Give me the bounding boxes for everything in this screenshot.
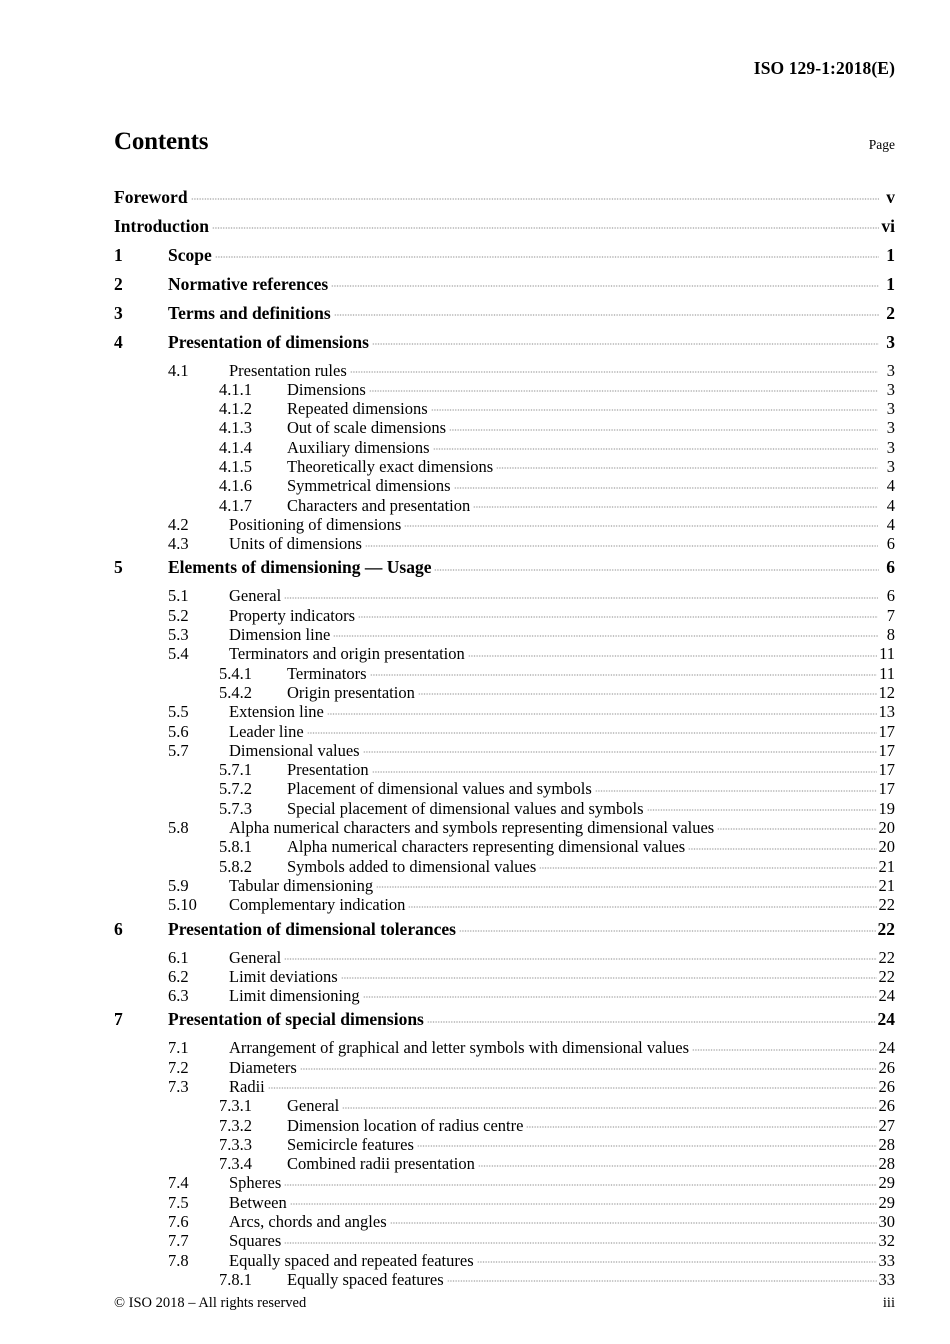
toc-entry-number: 7.1 (168, 1038, 189, 1058)
toc-entry-title: Presentation (287, 760, 369, 780)
toc-entry-title: Origin presentation (287, 682, 415, 702)
toc-entry[interactable] (114, 1076, 895, 1095)
toc-dot-leader (417, 1133, 877, 1150)
toc-entry-title: Arrangement of graphical and letter symbols with dimensional values (229, 1038, 690, 1058)
toc-entry-number: 7.7 (168, 1231, 189, 1251)
toc-entry[interactable] (114, 398, 895, 417)
toc-dot-leader (431, 398, 878, 415)
toc-entry-number: 4.1.1 (219, 379, 252, 399)
toc-entry[interactable] (114, 1095, 895, 1114)
toc-entry-title: Normative references (168, 273, 329, 294)
toc-entry-page-number: 6 (886, 586, 895, 606)
toc-entry[interactable] (114, 624, 895, 643)
toc-entry-title: Semicircle features (287, 1134, 414, 1154)
toc-entry-title: Complementary indication (229, 895, 406, 915)
toc-entry-number: 5.1 (168, 586, 189, 606)
toc-entry-number: 6.3 (168, 986, 189, 1006)
toc-entry[interactable] (114, 1249, 895, 1268)
toc-entry-number: 6 (114, 918, 123, 939)
toc-entry-number: 5.7.2 (219, 779, 252, 799)
toc-entry-page-number: 32 (878, 1231, 895, 1251)
toc-dot-leader (496, 455, 878, 472)
toc-entry-page-number: 21 (878, 856, 895, 876)
toc-entry[interactable] (114, 874, 895, 893)
toc-entry-page-number: 26 (878, 1057, 895, 1077)
toc-dot-leader (433, 436, 878, 453)
toc-entry-number: 4.1.7 (219, 495, 252, 515)
table-of-contents (114, 185, 895, 1288)
toc-entry-page-number: 17 (878, 721, 895, 741)
toc-entry-title: Auxiliary dimensions (287, 437, 430, 457)
toc-dot-leader (342, 1095, 876, 1112)
toc-dot-leader (404, 513, 878, 530)
toc-entry-number: 4 (114, 331, 123, 352)
toc-entry-title: Special placement of dimensional values and symbols (287, 798, 644, 818)
toc-entry-title: Positioning of dimensions (229, 514, 402, 534)
toc-entry-page-number: 17 (878, 740, 895, 760)
toc-entry-number: 4.1.5 (219, 456, 252, 476)
toc-dot-leader (372, 330, 879, 348)
page-column-label: Page (868, 137, 895, 152)
toc-entry-page-number: 24 (877, 1009, 895, 1030)
toc-dot-leader (595, 778, 877, 795)
toc-entry-page-number: 4 (886, 514, 895, 534)
toc-entry-number: 4.1.4 (219, 437, 252, 457)
toc-entry-page-number: 19 (878, 798, 895, 818)
toc-entry-title: Out of scale dimensions (287, 418, 447, 438)
toc-entry-number: 5.4 (168, 644, 189, 664)
toc-entry[interactable] (114, 946, 895, 965)
toc-entry[interactable] (114, 214, 895, 243)
toc-entry[interactable] (114, 778, 895, 797)
toc-entry-number: 4.2 (168, 514, 189, 534)
toc-entry-number: 7.6 (168, 1212, 189, 1232)
toc-dot-leader (468, 643, 877, 660)
toc-entry-title: Limit dimensioning (229, 986, 360, 1006)
toc-dot-leader (369, 378, 878, 395)
toc-entry-title: Introduction (114, 215, 209, 236)
toc-entry-number: 7.3.4 (219, 1154, 252, 1174)
footer-page-number: iii (882, 1295, 895, 1311)
toc-entry-title: Placement of dimensional values and symbols (287, 779, 592, 799)
toc-entry[interactable] (114, 817, 895, 836)
toc-entry[interactable] (114, 701, 895, 720)
toc-entry-number: 7.8.1 (219, 1269, 252, 1289)
toc-entry[interactable] (114, 720, 895, 739)
toc-dot-leader (284, 585, 878, 602)
toc-entry-page-number: 6 (886, 557, 895, 578)
toc-entry-page-number: 3 (886, 437, 895, 457)
toc-entry[interactable] (114, 585, 895, 604)
toc-entry-page-number: 8 (886, 625, 895, 645)
toc-entry[interactable] (114, 917, 895, 946)
toc-entry-number: 7 (114, 1009, 123, 1030)
toc-entry-page-number: 12 (878, 682, 895, 702)
toc-entry-title: Terminators (287, 663, 367, 683)
toc-entry-page-number: 27 (878, 1115, 895, 1135)
toc-entry-page-number: 3 (886, 360, 895, 380)
toc-entry-title: Equally spaced features (287, 1269, 444, 1289)
toc-entry-page-number: vi (881, 215, 895, 236)
toc-entry[interactable] (114, 1268, 895, 1287)
toc-dot-leader (284, 1172, 876, 1189)
toc-entry-page-number: 4 (886, 495, 895, 515)
toc-entry-number: 7.3.3 (219, 1134, 252, 1154)
toc-dot-leader (363, 739, 877, 756)
toc-entry-page-number: 29 (878, 1173, 895, 1193)
toc-dot-leader (307, 720, 877, 737)
toc-entry[interactable] (114, 1056, 895, 1075)
toc-entry-number: 5 (114, 557, 123, 578)
toc-dot-leader (539, 855, 876, 872)
toc-entry[interactable] (114, 1191, 895, 1210)
contents-header (114, 128, 895, 156)
toc-entry[interactable] (114, 985, 895, 1004)
toc-entry-number: 2 (114, 273, 123, 294)
toc-dot-leader (692, 1037, 876, 1054)
toc-entry-page-number: 33 (878, 1250, 895, 1270)
toc-entry[interactable] (114, 330, 895, 359)
toc-entry-number: 7.3.2 (219, 1115, 252, 1135)
toc-entry-number: 5.5 (168, 702, 189, 722)
toc-entry-title: Tabular dimensioning (229, 875, 374, 895)
toc-dot-leader (365, 533, 878, 550)
toc-entry-number: 5.2 (168, 605, 189, 625)
toc-entry-number: 5.6 (168, 721, 189, 741)
toc-entry-title: Presentation of special dimensions (168, 1009, 424, 1030)
toc-entry-number: 6.1 (168, 947, 189, 967)
toc-entry-title: Alpha numerical characters representing dimensional values (287, 837, 686, 857)
toc-entry-title: Repeated dimensions (287, 399, 428, 419)
toc-dot-leader (363, 985, 877, 1002)
toc-entry-title: Diameters (229, 1057, 297, 1077)
toc-entry-title: Limit deviations (229, 966, 338, 986)
toc-entry[interactable] (114, 681, 895, 700)
toc-entry-title: Elements of dimensioning — Usage (168, 557, 432, 578)
toc-dot-leader (290, 1191, 877, 1208)
toc-entry[interactable] (114, 359, 895, 378)
copyright-notice: © ISO 2018 – All rights reserved (114, 1295, 307, 1311)
toc-dot-leader (212, 214, 879, 232)
toc-entry-number: 7.8 (168, 1250, 189, 1270)
toc-entry-number: 3 (114, 302, 123, 323)
toc-entry-title: Dimension line (229, 625, 331, 645)
toc-dot-leader (717, 817, 876, 834)
toc-entry-number: 7.4 (168, 1173, 189, 1193)
toc-entry-number: 7.3.1 (219, 1096, 252, 1116)
toc-entry-page-number: 17 (878, 779, 895, 799)
toc-entry-number: 7.3 (168, 1077, 189, 1096)
toc-entry[interactable] (114, 1172, 895, 1191)
toc-entry-title: Arcs, chords and angles (229, 1212, 387, 1232)
toc-dot-leader (688, 836, 876, 853)
toc-entry-number: 4.1.6 (219, 476, 252, 496)
toc-entry-title: Presentation rules (229, 360, 347, 380)
toc-entry[interactable] (114, 739, 895, 758)
toc-entry[interactable] (114, 301, 895, 330)
toc-entry-title: Dimensions (287, 379, 366, 399)
toc-entry-page-number: 11 (879, 663, 895, 683)
toc-dot-leader (327, 701, 877, 718)
toc-entry[interactable] (114, 1008, 895, 1037)
toc-entry-number: 5.8.2 (219, 856, 252, 876)
toc-dot-leader (449, 417, 878, 434)
toc-dot-leader (284, 1230, 876, 1247)
toc-entry-number: 4.1 (168, 360, 189, 380)
toc-dot-leader (350, 359, 878, 376)
toc-entry-page-number: 22 (878, 947, 895, 967)
toc-entry-page-number: 24 (878, 986, 895, 1006)
toc-entry-page-number: v (886, 186, 895, 207)
toc-dot-leader (372, 759, 877, 776)
toc-dot-leader (473, 494, 878, 511)
toc-dot-leader (215, 243, 879, 261)
toc-entry[interactable] (114, 643, 895, 662)
toc-entry[interactable] (114, 836, 895, 855)
toc-entry-page-number: 28 (878, 1134, 895, 1154)
toc-dot-leader (478, 1153, 877, 1170)
toc-entry-page-number: 3 (886, 418, 895, 438)
toc-entry-title: Between (229, 1192, 287, 1212)
toc-entry-page-number: 20 (878, 818, 895, 838)
toc-entry-title: Radii (229, 1077, 265, 1096)
toc-entry[interactable] (114, 494, 895, 513)
toc-entry-title: Symbols added to dimensional values (287, 856, 537, 876)
toc-entry-number: 4.1.2 (219, 399, 252, 419)
toc-dot-leader (376, 874, 876, 891)
toc-entry[interactable] (114, 272, 895, 301)
toc-entry-number: 1 (114, 244, 123, 265)
toc-dot-leader (434, 556, 879, 574)
toc-entry-title: Equally spaced and repeated features (229, 1250, 474, 1270)
toc-entry-title: Squares (229, 1231, 282, 1251)
toc-entry-number: 7.2 (168, 1057, 189, 1077)
toc-entry-title: Terminators and origin presentation (229, 644, 465, 664)
toc-entry-page-number: 22 (877, 918, 895, 939)
toc-entry-title: Terms and definitions (168, 302, 331, 323)
toc-entry-page-number: 33 (878, 1269, 895, 1289)
toc-entry[interactable] (114, 378, 895, 397)
toc-entry-page-number: 22 (878, 895, 895, 915)
toc-entry-page-number: 11 (879, 644, 895, 664)
document-header-standard-id: ISO 129-1:2018(E) (753, 58, 895, 78)
toc-entry-page-number: 3 (886, 379, 895, 399)
toc-entry-page-number: 29 (878, 1192, 895, 1212)
toc-entry-title: General (229, 586, 282, 606)
toc-entry[interactable] (114, 1211, 895, 1230)
toc-entry[interactable] (114, 759, 895, 778)
toc-entry[interactable] (114, 894, 895, 913)
toc-entry-title: Dimensional values (229, 740, 360, 760)
toc-entry[interactable] (114, 243, 895, 272)
toc-entry[interactable] (114, 1230, 895, 1249)
toc-entry-title: Presentation of dimensions (168, 331, 369, 352)
toc-entry-page-number: 7 (886, 605, 895, 625)
toc-entry[interactable] (114, 533, 895, 552)
toc-dot-leader (284, 946, 876, 963)
toc-entry-number: 5.7.1 (219, 760, 252, 780)
toc-dot-leader (191, 185, 879, 203)
toc-dot-leader (418, 681, 877, 698)
toc-entry-number: 5.4.2 (219, 682, 252, 702)
toc-entry-title: Presentation of dimensional tolerances (168, 918, 456, 939)
toc-dot-leader (341, 965, 877, 982)
toc-entry[interactable] (114, 1153, 895, 1172)
toc-entry-title: Leader line (229, 721, 304, 741)
toc-dot-leader (447, 1268, 877, 1285)
toc-entry-page-number: 17 (878, 760, 895, 780)
toc-entry-page-number: 3 (886, 399, 895, 419)
toc-dot-leader (333, 624, 878, 641)
toc-entry-number: 5.7.3 (219, 798, 252, 818)
toc-entry-title: Theoretically exact dimensions (287, 456, 494, 476)
toc-entry-number: 5.10 (168, 895, 197, 915)
toc-entry[interactable] (114, 417, 895, 436)
toc-entry-page-number: 4 (886, 476, 895, 496)
toc-entry-page-number: 26 (878, 1077, 895, 1096)
toc-entry[interactable] (114, 662, 895, 681)
toc-entry-page-number: 21 (878, 875, 895, 895)
toc-entry-page-number: 3 (886, 456, 895, 476)
toc-entry-title: General (287, 1096, 340, 1116)
toc-entry[interactable] (114, 475, 895, 494)
toc-dot-leader (526, 1114, 876, 1131)
toc-dot-leader (454, 475, 878, 492)
toc-entry[interactable] (114, 185, 895, 214)
toc-entry[interactable] (114, 455, 895, 474)
toc-entry-page-number: 20 (878, 837, 895, 857)
toc-entry[interactable] (114, 1114, 895, 1133)
toc-entry-page-number: 6 (886, 534, 895, 554)
toc-dot-leader (268, 1076, 877, 1093)
toc-entry[interactable] (114, 556, 895, 585)
toc-dot-leader (390, 1211, 877, 1228)
toc-entry-page-number: 13 (878, 702, 895, 722)
toc-entry-number: 7.5 (168, 1192, 189, 1212)
toc-entry-title: Units of dimensions (229, 534, 362, 554)
toc-entry-number: 5.4.1 (219, 663, 252, 683)
toc-entry-page-number: 24 (878, 1038, 895, 1058)
toc-dot-leader (334, 301, 879, 319)
toc-dot-leader (477, 1249, 877, 1266)
toc-entry-number: 5.9 (168, 875, 189, 895)
toc-dot-leader (427, 1008, 876, 1026)
toc-entry-page-number: 1 (886, 244, 895, 265)
toc-dot-leader (408, 894, 876, 911)
toc-entry[interactable] (114, 797, 895, 816)
toc-entry-title: Spheres (229, 1173, 282, 1193)
toc-dot-leader (300, 1056, 877, 1073)
toc-entry-title: Scope (168, 244, 212, 265)
toc-entry-number: 4.1.3 (219, 418, 252, 438)
toc-entry[interactable] (114, 513, 895, 532)
toc-entry-number: 6.2 (168, 966, 189, 986)
toc-dot-leader (647, 797, 877, 814)
toc-entry-page-number: 2 (886, 302, 895, 323)
toc-dot-leader (331, 272, 879, 290)
toc-entry[interactable] (114, 436, 895, 455)
toc-entry-page-number: 30 (878, 1212, 895, 1232)
toc-entry-title: Foreword (114, 186, 188, 207)
toc-entry-page-number: 22 (878, 966, 895, 986)
toc-dot-leader (459, 917, 876, 935)
toc-entry-number: 4.3 (168, 534, 189, 554)
toc-entry[interactable] (114, 965, 895, 984)
toc-entry-page-number: 28 (878, 1154, 895, 1174)
toc-entry-title: Dimension location of radius centre (287, 1115, 524, 1135)
toc-entry[interactable] (114, 855, 895, 874)
toc-entry-title: Combined radii presentation (287, 1154, 475, 1174)
toc-entry-number: 5.8 (168, 818, 189, 838)
toc-entry[interactable] (114, 1133, 895, 1152)
document-footer (114, 1295, 895, 1312)
toc-entry-number: 5.8.1 (219, 837, 252, 857)
toc-entry-title: Extension line (229, 702, 324, 722)
toc-entry-title: Alpha numerical characters and symbols representing dimensional values (229, 818, 715, 838)
toc-entry-page-number: 26 (878, 1096, 895, 1116)
page-title: Contents (114, 128, 209, 155)
toc-entry-number: 5.3 (168, 625, 189, 645)
toc-entry-title: Characters and presentation (287, 495, 471, 515)
toc-entry[interactable] (114, 1037, 895, 1056)
toc-entry-number: 5.7 (168, 740, 189, 760)
toc-entry-title: Symmetrical dimensions (287, 476, 451, 496)
toc-entry-title: Property indicators (229, 605, 356, 625)
toc-dot-leader (358, 604, 878, 621)
toc-entry-page-number: 1 (886, 273, 895, 294)
toc-entry-title: General (229, 947, 282, 967)
toc-entry-page-number: 3 (886, 331, 895, 352)
toc-dot-leader (370, 662, 878, 679)
toc-entry[interactable] (114, 604, 895, 623)
